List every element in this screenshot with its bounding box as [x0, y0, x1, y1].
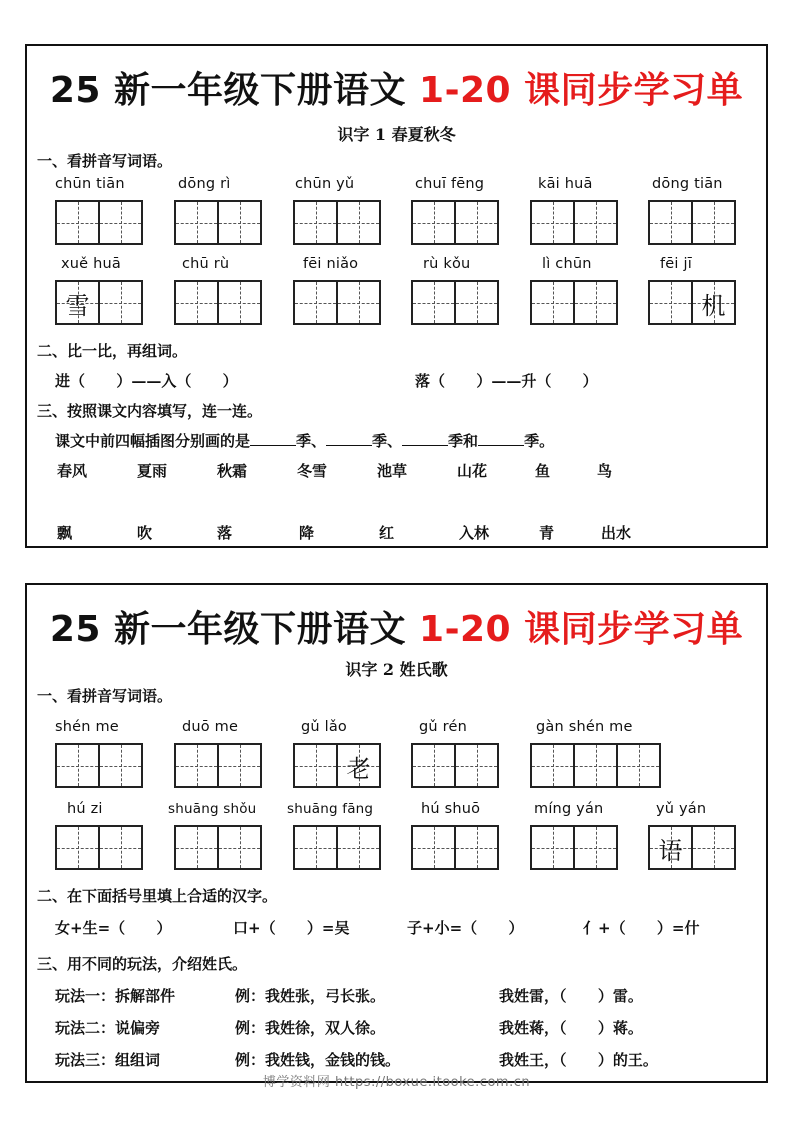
- play-task[interactable]: 我姓蒋，（ ）蒋。: [499, 1019, 643, 1037]
- tianzige-grid[interactable]: 雪: [55, 280, 143, 325]
- play-example: 例：我姓钱，金钱的钱。: [235, 1051, 401, 1069]
- footer-watermark: 博学资料网 https://boxue.itooke.com.cn: [262, 1075, 531, 1090]
- match-top-word[interactable]: 鱼: [535, 462, 551, 480]
- tianzige-grid[interactable]: [174, 825, 262, 870]
- tianzige-grid[interactable]: [530, 743, 661, 788]
- fill-in-seasons[interactable]: 课文中前四幅插图分别画的是 季、 季、 季和 季。: [55, 432, 555, 450]
- compare-left[interactable]: 进（ ）——入（ ）: [55, 372, 238, 390]
- char-combo[interactable]: 口+（ ）=吴: [233, 919, 350, 937]
- worksheet-card-1: 25 新一年级下册语文 1-20 课同步学习单 识字 1 春夏秋冬 一、看拼音写词语。 chūn tiān dōng rì chūn yǔ chuī fēng kāi huā dōng tiān xuě huā 雪 chū rù fēi niǎo rù kǒu lì chūn fēi jī 机 二、比一比，再组词。 进（ ）——入（ ） 落（ ）——升（ ） 三、按照课文内容填写，连一连。 课文中前四幅插图分别画的是 季、 季、 季和 季。 春风 夏雨 秋霜 冬雪 池草 山花 鱼 鸟 飘 吹 落 降 红 入林 青 出水: [25, 44, 768, 548]
- tianzige-grid[interactable]: [530, 280, 618, 325]
- tianzige-grid[interactable]: [648, 200, 736, 245]
- tianzige-grid[interactable]: 语: [648, 825, 736, 870]
- play-example: 例：我姓张，弓长张。: [235, 987, 386, 1005]
- tianzige-grid[interactable]: [411, 200, 499, 245]
- tianzige-grid[interactable]: [174, 200, 262, 245]
- tianzige-grid[interactable]: [174, 280, 262, 325]
- match-bottom-word[interactable]: 落: [217, 524, 233, 542]
- tianzige-grid[interactable]: 机: [648, 280, 736, 325]
- match-bottom-word[interactable]: 吹: [137, 524, 153, 542]
- tianzige-grid[interactable]: [411, 280, 499, 325]
- match-top-word[interactable]: 夏雨: [137, 462, 168, 480]
- match-bottom-word[interactable]: 出水: [601, 524, 632, 542]
- tianzige-grid[interactable]: [174, 743, 262, 788]
- tianzige-grid[interactable]: [55, 825, 143, 870]
- char-combo[interactable]: 子+小=（ ）: [407, 919, 524, 937]
- worksheet-title: 25 新一年级下册语文 1-20 课同步学习单: [49, 70, 744, 111]
- section-3-heading: 三、按照课文内容填写，连一连。: [37, 402, 263, 420]
- char-combo[interactable]: 亻+（ ）=什: [583, 919, 700, 937]
- lesson-subtitle: 识字 1 春夏秋冬: [337, 125, 456, 144]
- compare-right[interactable]: 落（ ）——升（ ）: [415, 372, 598, 390]
- play-task[interactable]: 我姓雷，（ ）雷。: [499, 987, 643, 1005]
- tianzige-grid[interactable]: [55, 200, 143, 245]
- play-task[interactable]: 我姓王，（ ）的王。: [499, 1051, 658, 1069]
- section-2-heading: 二、在下面括号里填上合适的汉字。: [37, 887, 278, 905]
- tianzige-grid[interactable]: 老: [293, 743, 381, 788]
- tianzige-grid[interactable]: [293, 200, 381, 245]
- match-bottom-word[interactable]: 入林: [459, 524, 490, 542]
- play-method-name: 玩法三：组组词: [55, 1051, 161, 1069]
- worksheet-card-2: 25 新一年级下册语文 1-20 课同步学习单 识字 2 姓氏歌 一、看拼音写词语。 shén me duō me gǔ lǎo 老 gǔ rén gàn shén me hú zi shuāng shǒu shuāng fāng hú shuō míng yán yǔ yán 语 二、在下面括号里填上合适的汉字。 女+生=（ ） 口+（ ）=吴 子+小=（ ） 亻+（ ）=什 三、用不同的玩法，介绍姓氏。 玩法一：拆解部件 例：我姓张，弓长张。 我姓雷，（ ）雷。 玩法二：说偏旁 例：我姓徐，双人徐。 我姓蒋，（ ）蒋。 玩法三：组组词 例：我姓钱，金钱的钱。 我姓王，（ ）的王。: [25, 583, 768, 1083]
- tianzige-grid[interactable]: [530, 825, 618, 870]
- section-3-heading: 三、用不同的玩法，介绍姓氏。: [37, 955, 248, 973]
- match-top-word[interactable]: 冬雪: [297, 462, 328, 480]
- match-bottom-word[interactable]: 飘: [57, 524, 73, 542]
- tianzige-grid[interactable]: [411, 743, 499, 788]
- char-combo[interactable]: 女+生=（ ）: [55, 919, 172, 937]
- tianzige-grid[interactable]: [411, 825, 499, 870]
- play-example: 例：我姓徐，双人徐。: [235, 1019, 386, 1037]
- tianzige-grid[interactable]: [293, 280, 381, 325]
- worksheet-title: 25 新一年级下册语文 1-20 课同步学习单: [49, 609, 744, 650]
- lesson-subtitle: 识字 2 姓氏歌: [345, 660, 448, 679]
- section-1-heading: 一、看拼音写词语。: [37, 687, 173, 705]
- match-top-word[interactable]: 池草: [377, 462, 408, 480]
- match-top-word[interactable]: 山花: [457, 462, 488, 480]
- match-top-word[interactable]: 鸟: [597, 462, 613, 480]
- play-method-name: 玩法二：说偏旁: [55, 1019, 161, 1037]
- match-bottom-word[interactable]: 青: [539, 524, 555, 542]
- section-1-heading: 一、看拼音写词语。: [37, 152, 173, 170]
- match-bottom-word[interactable]: 红: [379, 524, 395, 542]
- tianzige-grid[interactable]: [293, 825, 381, 870]
- section-2-heading: 二、比一比，再组词。: [37, 342, 188, 360]
- match-top-word[interactable]: 秋霜: [217, 462, 248, 480]
- tianzige-grid[interactable]: [55, 743, 143, 788]
- match-bottom-word[interactable]: 降: [299, 524, 315, 542]
- match-top-word[interactable]: 春风: [57, 462, 88, 480]
- tianzige-grid[interactable]: [530, 200, 618, 245]
- play-method-name: 玩法一：拆解部件: [55, 987, 176, 1005]
